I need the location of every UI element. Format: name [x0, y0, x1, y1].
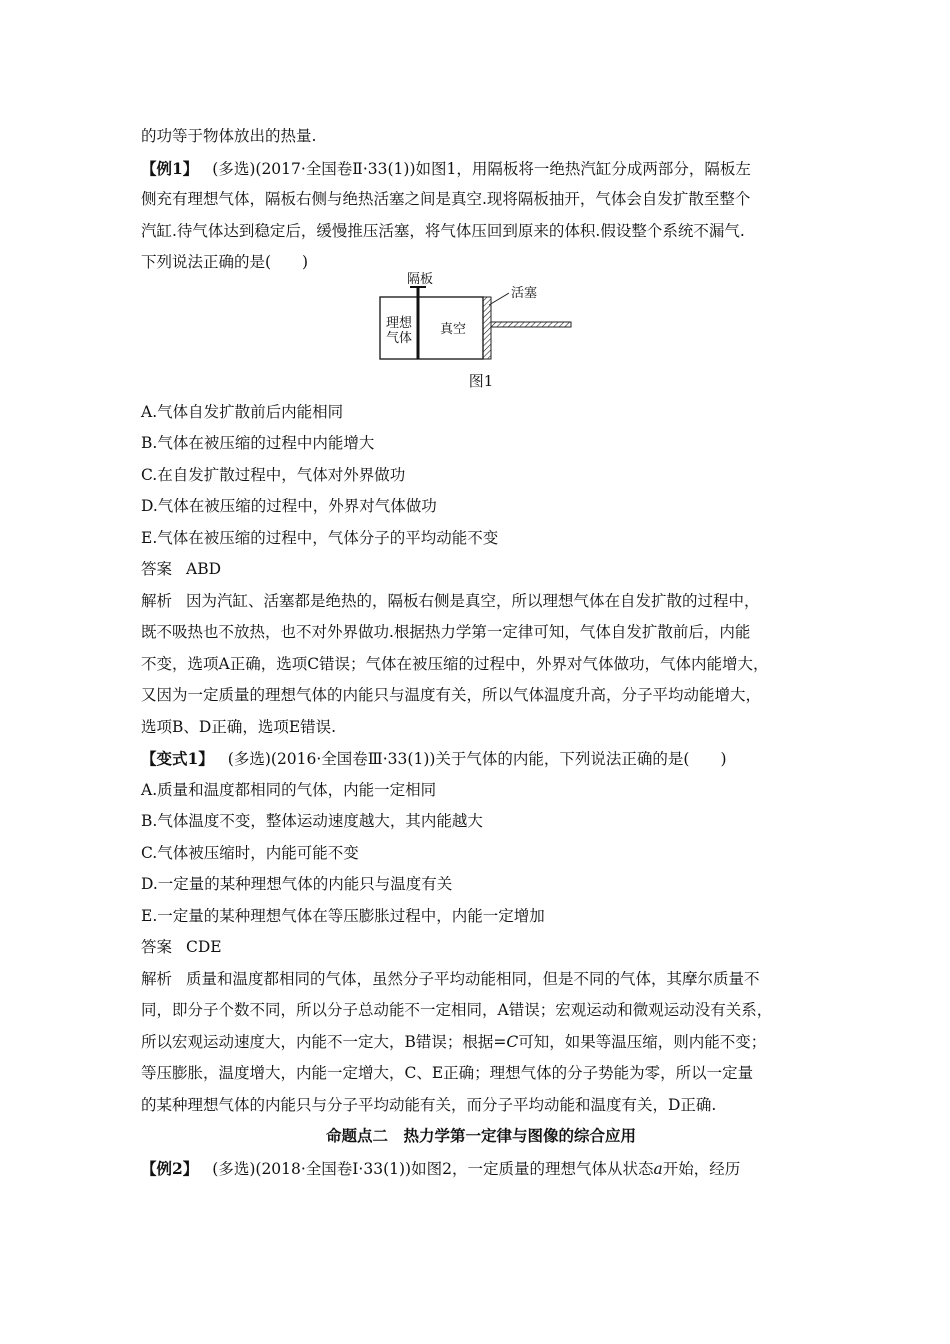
variant1-option-b: B.气体温度不变，整体运动速度越大，其内能越大 [141, 812, 483, 830]
analysis-label: 解析 [141, 591, 173, 610]
piston-label: 活塞 [511, 285, 538, 301]
example1-stem-1: (多选)(2017·全国卷Ⅱ·33(1))如图1，用隔板将一绝热汽缸分成两部分，隔板左 [212, 159, 751, 178]
example1-line-2: 侧充有理想气体，隔板右侧与绝热活塞之间是真空.现将隔板抽开，气体会自发扩散至整个 [141, 190, 751, 208]
answer-label: 答案 [141, 560, 173, 578]
variant1-analysis-5: 的某种理想气体的内能只与分子平均动能有关，而分子平均动能和温度有关，D正确. [141, 1095, 717, 1114]
variant1-analysis-1 [141, 964, 821, 996]
example1-option-a: A.气体自发扩散前后内能相同 [141, 402, 344, 421]
variant1-line [141, 743, 821, 775]
partition-label: 隔板 [407, 271, 434, 287]
example1-analysis-1 [141, 586, 821, 618]
variant1-option-e: E.一定量的某种理想气体在等压膨胀过程中，内能一定增加 [141, 906, 545, 925]
gas-label-1: 理想 [386, 315, 413, 331]
example1-analysis-2: 既不吸热也不放热，也不对外界做功.根据热力学第一定律可知，气体自发扩散前后，内能 [141, 623, 751, 641]
intro-line: 的功等于物体放出的热量. [141, 127, 317, 145]
answer-value: CDE [186, 938, 222, 956]
example1-option-d: D.气体在被压缩的过程中，外界对气体做功 [141, 497, 437, 515]
variant1-analysis-2: 同，即分子个数不同，所以分子总动能不一定相同，A错误；宏观运动和微观运动没有关系， [141, 1001, 773, 1019]
analysis-text: 所以宏观运动速度大，内能不一定大，B错误；根据 [141, 1032, 494, 1051]
variant1-option-a: A.质量和温度都相同的气体，内能一定相同 [141, 780, 437, 799]
cylinder-figure [141, 271, 821, 353]
example1-option-b: B.气体在被压缩的过程中内能增大 [141, 434, 375, 452]
piston [483, 297, 491, 359]
example1-analysis-3: 不变，选项A正确，选项C错误；气体在被压缩的过程中，外界对气体做功，气体内能增大， [141, 654, 769, 673]
cylinder-diagram [141, 271, 821, 381]
analysis-text: 可知，如果等温压缩，则内能不变； [518, 1032, 767, 1051]
document-page [141, 121, 821, 1184]
analysis-text: 因为汽缸、活塞都是绝热的，隔板右侧是真空，所以理想气体在自发扩散的过程中， [186, 591, 760, 610]
variant1-analysis-3 [141, 1027, 821, 1059]
example2-tag: 【例2】 [141, 1158, 199, 1178]
variant1-tag: 【变式1】 [141, 749, 214, 768]
example2-line [141, 1153, 821, 1185]
figure1-caption: 图1 [468, 371, 494, 390]
variant1-option-d: D.一定量的某种理想气体的内能只与温度有关 [141, 875, 453, 893]
variant1-stem: (多选)(2016·全国卷Ⅲ·33(1))关于气体的内能，下列说法正确的是( ) [227, 750, 727, 768]
example1-analysis-4: 又因为一定质量的理想气体的内能只与温度有关，所以气体温度升高，分子平均动能增大， [141, 686, 762, 704]
example1-option-e: E.气体在被压缩的过程中，气体分子的平均动能不变 [141, 528, 499, 547]
state-variable: a [653, 1159, 663, 1178]
example1-line-4: 下列说法正确的是( ) [141, 253, 309, 271]
gas-label-2: 气体 [386, 330, 413, 346]
variant1-analysis-4: 等压膨胀，温度增大，内能一定增大，C、E正确；理想气体的分子势能为零，所以一定量 [141, 1064, 754, 1082]
formula: =C [493, 1032, 519, 1051]
example1-option-c: C.在自发扩散过程中，气体对外界做功 [141, 465, 406, 484]
piston-rod [491, 322, 571, 327]
piston-leader-line [489, 293, 509, 305]
analysis-text: 质量和温度都相同的气体，虽然分子平均动能相同，但是不同的气体，其摩尔质量不 [186, 969, 760, 988]
example1-analysis-5: 选项B、D正确，选项E错误. [141, 717, 337, 736]
example2-stem-b: 开始，经历 [662, 1159, 741, 1178]
example1-line-1 [141, 153, 821, 185]
answer-label: 答案 [141, 938, 173, 956]
example2-stem-a: (多选)(2018·全国卷Ⅰ·33(1))如图2，一定质量的理想气体从状态 [212, 1159, 654, 1178]
answer-value: ABD [186, 560, 222, 578]
example1-line-3: 汽缸.待气体达到稳定后，缓慢推压活塞，将气体压回到原来的体积.假设整个系统不漏气. [141, 221, 745, 240]
variant1-option-c: C.气体被压缩时，内能可能不变 [141, 843, 359, 862]
example1-tag: 【例1】 [141, 158, 199, 178]
example1-answer [141, 554, 821, 586]
vacuum-label: 真空 [440, 321, 467, 337]
section-heading: 命题点二 热力学第一定律与图像的综合应用 [325, 1127, 636, 1145]
variant1-answer [141, 932, 821, 964]
analysis-label: 解析 [141, 969, 173, 988]
